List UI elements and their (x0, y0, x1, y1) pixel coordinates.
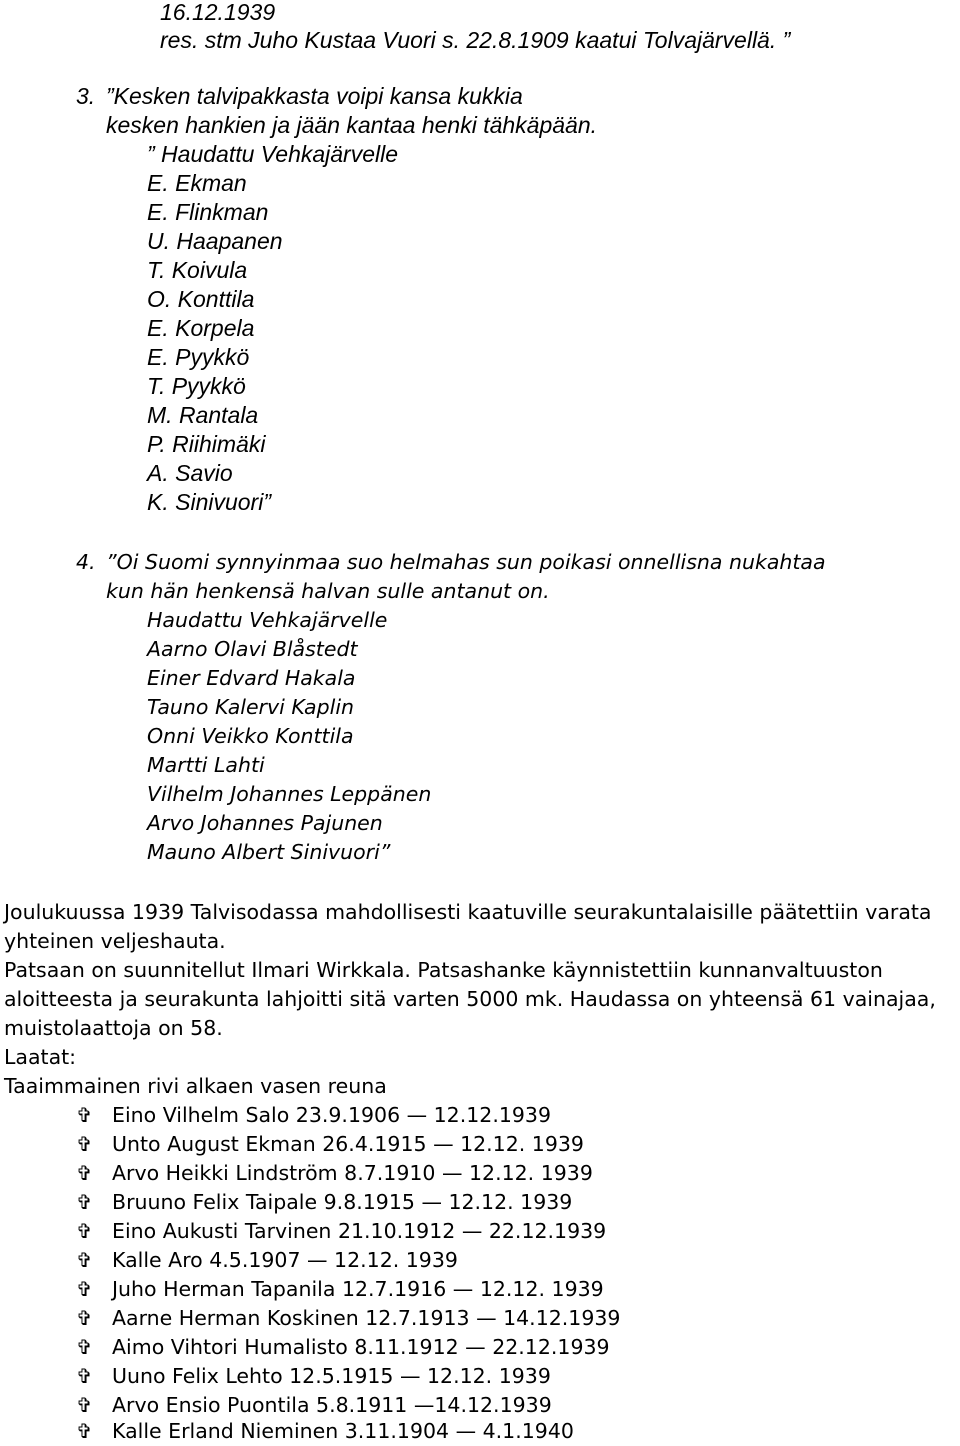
section4-name: Tauno Kalervi Kaplin (147, 695, 355, 719)
plaque-item (76, 1217, 606, 1246)
paragraph-text: Patsaan on suunnitellut Ilmari Wirkkala. Patsashanke käynnistettiin kunnanvaltuuston (4, 958, 883, 982)
plaque-text: Juho Herman Tapanila 12.7.1916 — 12.12. 1939 (112, 1277, 604, 1301)
plaque-text: Uuno Felix Lehto 12.5.1915 — 12.12. 1939 (112, 1364, 551, 1388)
plaque-item (76, 1101, 551, 1130)
cross-icon: ✞ (76, 1190, 93, 1214)
plaque-item (76, 1304, 620, 1333)
plaque-item (76, 1159, 593, 1188)
cross-icon: ✞ (76, 1103, 93, 1127)
cross-icon: ✞ (76, 1335, 93, 1359)
paragraph-text: yhteinen veljeshauta. (4, 929, 226, 953)
section4-name: Mauno Albert Sinivuori” (147, 840, 391, 864)
section3-name: P. Riihimäki (147, 431, 266, 457)
section4-buried-line: Haudattu Vehkajärvelle (147, 608, 388, 632)
plaque-text: Arvo Heikki Lindström 8.7.1910 — 12.12. 1939 (112, 1161, 593, 1185)
section4-name: Arvo Johannes Pajunen (147, 811, 383, 835)
plaque-item (76, 1391, 552, 1420)
plaque-item (76, 1188, 572, 1217)
section4-name: Onni Veikko Konttila (147, 724, 354, 748)
section3-name: E. Pyykkö (147, 344, 250, 370)
plaque-item (76, 1362, 551, 1391)
cross-icon: ✞ (76, 1306, 93, 1330)
section4-name: Einer Edvard Hakala (147, 666, 356, 690)
plaque-text: Kalle Aro 4.5.1907 — 12.12. 1939 (112, 1248, 458, 1272)
plaque-item (76, 1246, 458, 1275)
paragraph-text: aloitteesta ja seurakunta lahjoitti sitä varten 5000 mk. Haudassa on yhteensä 61 vainajaa, (4, 987, 936, 1011)
plaque-text: Arvo Ensio Puontila 5.8.1911 —14.12.1939 (112, 1393, 552, 1417)
plaque-item (76, 1417, 574, 1446)
plaque-text: Aarne Herman Koskinen 12.7.1913 — 14.12.1939 (112, 1306, 621, 1330)
cross-icon: ✞ (76, 1419, 93, 1443)
section3-name: E. Korpela (147, 315, 255, 341)
row-label: Taaimmainen rivi alkaen vasen reuna (4, 1074, 387, 1098)
paragraph-text: muistolaattoja on 58. (4, 1016, 223, 1040)
plaque-text: Aimo Vihtori Humalisto 8.11.1912 — 22.12.1939 (112, 1335, 610, 1359)
section3-name: E. Flinkman (147, 199, 269, 225)
laatat-label: Laatat: (4, 1045, 77, 1069)
section3-name: O. Konttila (147, 286, 255, 312)
plaque-text: Kalle Erland Nieminen 3.11.1904 — 4.1.1940 (112, 1419, 574, 1443)
section3-name: E. Ekman (147, 170, 247, 196)
cross-icon: ✞ (76, 1393, 93, 1417)
plaque-item (76, 1130, 584, 1159)
section3-quote-line1: ”Kesken talvipakkasta voipi kansa kukkia (106, 83, 523, 109)
section3-name: T. Pyykkö (147, 373, 246, 399)
paragraph-text: Joulukuussa 1939 Talvisodassa mahdollisesti kaatuville seurakuntalaisille päätettiin varata (4, 900, 932, 924)
section3-name: T. Koivula (147, 257, 248, 283)
section2-date: 16.12.1939 (160, 0, 276, 25)
cross-icon: ✞ (76, 1161, 93, 1185)
plaque-text: Eino Aukusti Tarvinen 21.10.1912 — 22.12.1939 (112, 1219, 607, 1243)
section3-name: U. Haapanen (147, 228, 283, 254)
cross-icon: ✞ (76, 1364, 93, 1388)
section3-name: A. Savio (147, 460, 233, 486)
plaque-item (76, 1275, 604, 1304)
section3-name: M. Rantala (147, 402, 259, 428)
cross-icon: ✞ (76, 1132, 93, 1156)
section4-name: Aarno Olavi Blåstedt (147, 637, 358, 661)
section3-quote-line2: kesken hankien ja jään kantaa henki tähkäpään. (106, 112, 598, 138)
plaque-text: Unto August Ekman 26.4.1915 — 12.12. 1939 (112, 1132, 584, 1156)
section4-name: Martti Lahti (147, 753, 265, 777)
section4-number: 4. (76, 550, 96, 574)
cross-icon: ✞ (76, 1277, 93, 1301)
section3-buried-line: ” Haudattu Vehkajärvelle (147, 141, 399, 167)
section3-name: K. Sinivuori” (147, 489, 271, 515)
cross-icon: ✞ (76, 1219, 93, 1243)
section4-quote-line2: kun hän henkensä halvan sulle antanut on. (106, 579, 550, 603)
section4-quote-line1: ”Oi Suomi synnyinmaa suo helmahas sun poikasi onnellisna nukahtaa (106, 550, 826, 574)
plaque-text: Eino Vilhelm Salo 23.9.1906 — 12.12.1939 (112, 1103, 552, 1127)
cross-icon: ✞ (76, 1248, 93, 1272)
section2-line: res. stm Juho Kustaa Vuori s. 22.8.1909 kaatui Tolvajärvellä. ” (160, 27, 791, 53)
section4-name: Vilhelm Johannes Leppänen (147, 782, 432, 806)
plaque-text: Bruuno Felix Taipale 9.8.1915 — 12.12. 1939 (112, 1190, 573, 1214)
plaque-item (76, 1333, 610, 1362)
section3-number: 3. (76, 83, 96, 109)
